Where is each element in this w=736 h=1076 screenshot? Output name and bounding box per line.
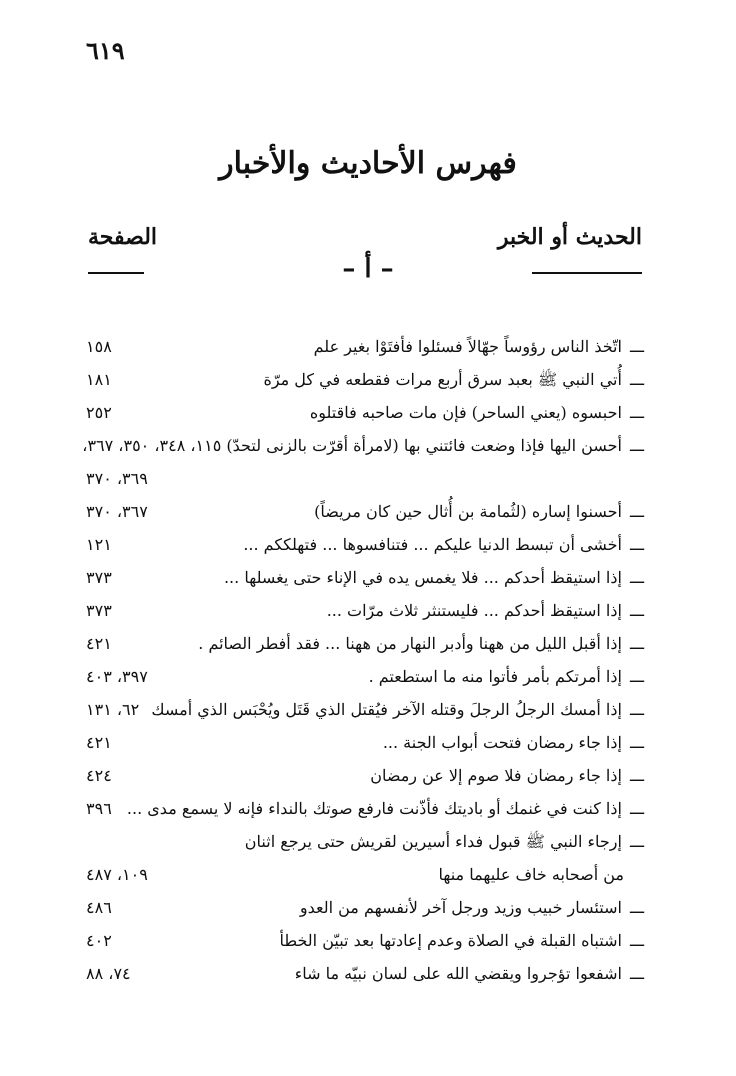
entry-text bbox=[86, 528, 644, 561]
entry-dash: ـــ bbox=[629, 766, 644, 785]
index-entry bbox=[86, 363, 644, 396]
entry-body: إذا أمرتكم بأمر فأتوا منه ما استطعتم . bbox=[368, 667, 622, 686]
entry-text bbox=[86, 957, 644, 990]
entry-dash: ـــ bbox=[629, 568, 644, 587]
letter-heading: – أ – bbox=[342, 254, 394, 284]
entry-text bbox=[86, 396, 644, 429]
index-entry bbox=[86, 726, 644, 759]
entry-text bbox=[86, 858, 624, 891]
entry-body: إذا استيقظ أحدكم ... فلا يغمس يده في الإناء حتى يغسلها ... bbox=[223, 568, 622, 587]
entry-dash: ـــ bbox=[629, 535, 644, 554]
entry-dash: ـــ bbox=[629, 931, 644, 950]
entry-body: من أصحابه خاف عليهما منها bbox=[438, 865, 624, 884]
entry-page-ref: ٤٨٦ bbox=[86, 891, 118, 924]
entry-body: إذا جاء رمضان فتحت أبواب الجنة ... bbox=[382, 733, 622, 752]
entry-body: إذا كنت في غنمك أو باديتك فأذّنت فارفع صوتك بالنداء فإنه لا يسمع مدى ... bbox=[126, 799, 622, 818]
entry-body: إذا أقبل الليل من ههنا وأدبر النهار من ههنا ... فقد أفطر الصائم . bbox=[198, 634, 622, 653]
index-entry bbox=[86, 462, 644, 495]
entry-text bbox=[86, 825, 644, 858]
entry-text bbox=[86, 561, 644, 594]
entry-text bbox=[86, 330, 644, 363]
index-entry bbox=[86, 594, 644, 627]
entry-page-ref: ٤٢٤ bbox=[86, 759, 118, 792]
entry-body: اشتباه القبلة في الصلاة وعدم إعادتها بعد تبيّن الخطأ bbox=[279, 931, 622, 950]
index-entry bbox=[86, 957, 644, 990]
entry-page-ref: ١٥٨ bbox=[86, 330, 118, 363]
entry-text bbox=[86, 594, 644, 627]
column-header-page: الصفحة bbox=[88, 224, 158, 250]
index-entry bbox=[86, 660, 644, 693]
entry-page-ref: ٣٦٩، ٣٧٠ bbox=[86, 462, 154, 495]
entry-dash: ـــ bbox=[629, 502, 644, 521]
entry-text bbox=[86, 792, 644, 825]
entry-dash: ـــ bbox=[629, 832, 644, 851]
entry-dash: ـــ bbox=[629, 634, 644, 653]
entry-text bbox=[86, 726, 644, 759]
entry-body: استئسار خبيب وزيد ورجل آخر لأنفسهم من العدو bbox=[299, 898, 622, 917]
entry-page-ref: ٤٢١ bbox=[86, 726, 118, 759]
entry-text bbox=[86, 693, 644, 726]
entry-text bbox=[86, 495, 644, 528]
index-entry bbox=[86, 858, 644, 891]
entry-text bbox=[86, 660, 644, 693]
index-entry bbox=[86, 891, 644, 924]
index-entry bbox=[86, 330, 644, 363]
entry-page-ref: ٣٧٣ bbox=[86, 561, 118, 594]
entry-body: إذا استيقظ أحدكم ... فليستنثر ثلاث مرّات ... bbox=[326, 601, 622, 620]
index-entry bbox=[86, 825, 644, 858]
entry-page-ref: ٣٧٣ bbox=[86, 594, 118, 627]
index-entry bbox=[86, 924, 644, 957]
entry-page-ref: ٢٥٢ bbox=[86, 396, 118, 429]
entry-dash: ـــ bbox=[629, 898, 644, 917]
entry-text bbox=[86, 363, 644, 396]
index-entry bbox=[82, 429, 644, 462]
entry-body: أحسن اليها فإذا وضعت فائتني بها (لامرأة أقرّت بالزنى لتحدّ) ١١٥، ٣٤٨، ٣٥٠، ٣٦٧، bbox=[82, 436, 622, 455]
entry-text bbox=[86, 924, 644, 957]
entry-body: أحسنوا إساره (لثُمامة بن أُثال حين كان مريضاً) bbox=[314, 502, 622, 521]
entry-dash: ـــ bbox=[629, 337, 644, 356]
entry-body: أخشى أن تبسط الدنيا عليكم ... فتنافسوها ... فتهلككم ... bbox=[243, 535, 622, 554]
entry-text bbox=[82, 429, 644, 462]
index-entries bbox=[82, 330, 644, 990]
entry-text bbox=[86, 627, 644, 660]
entry-dash: ـــ bbox=[629, 601, 644, 620]
entry-body: إذا جاء رمضان فلا صوم إلا عن رمضان bbox=[370, 766, 622, 785]
entry-page-ref: ٦٢، ١٣١ bbox=[86, 693, 145, 726]
entry-page-ref: ٣٩٧، ٤٠٣ bbox=[86, 660, 154, 693]
index-entry bbox=[86, 528, 644, 561]
index-entry bbox=[86, 627, 644, 660]
entry-page-ref: ٣٩٦ bbox=[86, 792, 118, 825]
entry-body: اتّخذ الناس رؤوساً جهّالاً فسئلوا فأفتَوْا بغير علم bbox=[313, 337, 622, 356]
entry-body: احبسوه (يعني الساحر) فإن مات صاحبه فاقتلوه bbox=[309, 403, 622, 422]
entry-dash: ـــ bbox=[629, 403, 644, 422]
entry-body: إذا أمسك الرجلُ الرجلَ وقتله الآخر فيُقتل الذي قَتَل ويُحْبَس الذي أمسك bbox=[151, 700, 622, 719]
entry-body: أُتي النبي ﷺ بعبد سرق أربع مرات فقطعه في كل مرّة bbox=[263, 370, 622, 389]
entry-page-ref: ٤٠٢ bbox=[86, 924, 118, 957]
entry-dash: ـــ bbox=[629, 370, 644, 389]
entry-text bbox=[86, 891, 644, 924]
entry-dash: ـــ bbox=[629, 799, 644, 818]
entry-page-ref: ١٠٩، ٤٨٧ bbox=[86, 858, 154, 891]
entry-dash: ـــ bbox=[629, 733, 644, 752]
entry-dash: ـــ bbox=[629, 964, 644, 983]
entry-text bbox=[86, 759, 644, 792]
page-number: ٦١٩ bbox=[86, 36, 125, 65]
entry-page-ref: ١٨١ bbox=[86, 363, 118, 396]
index-entry bbox=[86, 495, 644, 528]
index-entry bbox=[86, 759, 644, 792]
entry-page-ref: ٧٤، ٨٨ bbox=[86, 957, 137, 990]
page-title: فهرس الأحاديث والأخبار bbox=[219, 146, 517, 181]
entry-body: إرجاء النبي ﷺ قبول فداء أسيرين لقريش حتى يرجع اثنان bbox=[244, 832, 622, 851]
entry-body: اشفعوا تؤجروا ويقضي الله على لسان نبيّه ما شاء bbox=[294, 964, 622, 983]
entry-page-ref: ٣٦٧، ٣٧٠ bbox=[86, 495, 154, 528]
entry-dash: ـــ bbox=[629, 700, 644, 719]
column-header-hadith: الحديث أو الخبر bbox=[497, 224, 642, 250]
index-entry bbox=[86, 561, 644, 594]
index-entry bbox=[86, 792, 644, 825]
entry-page-ref: ٤٢١ bbox=[86, 627, 118, 660]
index-entry bbox=[86, 396, 644, 429]
entry-dash: ـــ bbox=[629, 667, 644, 686]
entry-page-ref: ١٢١ bbox=[86, 528, 118, 561]
index-entry bbox=[86, 693, 644, 726]
entry-dash: ـــ bbox=[629, 436, 644, 455]
